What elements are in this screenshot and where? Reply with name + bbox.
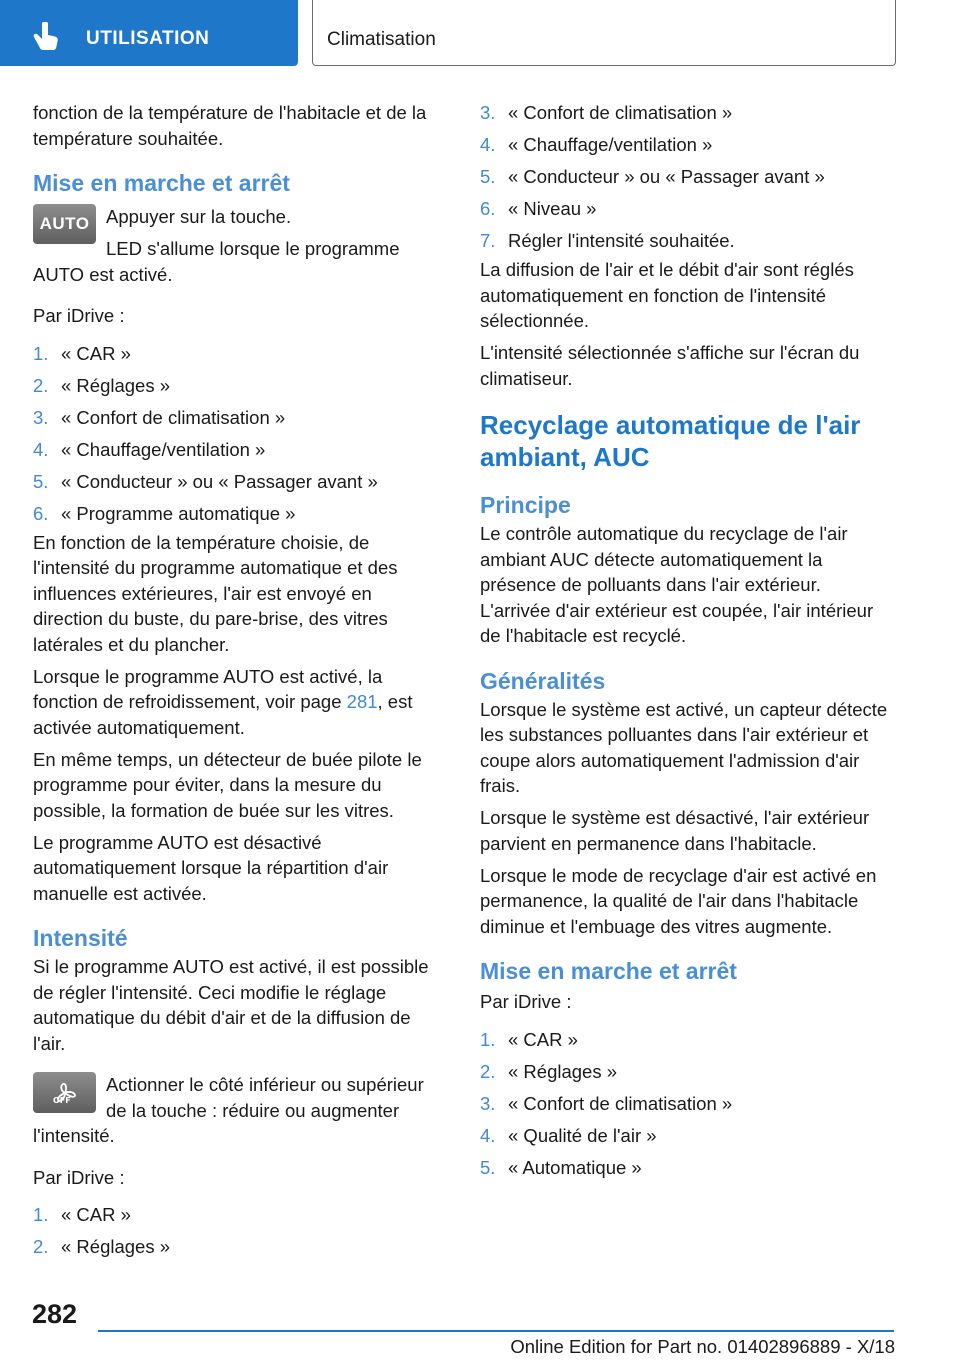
list-item: 6. « Niveau » (480, 198, 597, 219)
right-column (480, 100, 892, 1187)
fan-icon (52, 1082, 78, 1104)
fan-key-block (33, 1072, 445, 1149)
list-item: 4. « Chauffage/ventilation » (480, 134, 713, 155)
heading-general: Généralités (480, 667, 606, 694)
list-item: 7. Régler l'intensité souhaitée. (480, 230, 735, 251)
list-item: 2. « Réglages » (33, 374, 171, 396)
paragraph-auto-diffusion: La diffusion de l'air et le débit d'air sont réglés automatiquement en fonction de l'intensité sélectionnée. (480, 259, 854, 331)
list-item: 3. « Confort de climatisation » (480, 1092, 733, 1114)
list-item: 4. « Chauffage/ventilation » (33, 438, 266, 460)
left-column (33, 100, 445, 1266)
heading-intensity: Intensité (33, 925, 128, 951)
fan-off-label: OFF (52, 1095, 71, 1104)
auto-button-label: AUTO (39, 214, 90, 234)
chapter-box (312, 0, 896, 66)
page-header (0, 0, 960, 68)
fan-button-icon (33, 1072, 96, 1113)
section-tab-label: UTILISATION (86, 28, 210, 49)
list-item: 5. « Conducteur » ou « Passager avant » (480, 166, 825, 187)
list-item: 4. « Qualité de l'air » (480, 1124, 657, 1146)
steps-list-1 (33, 341, 445, 530)
hand-pointer-icon (30, 22, 64, 52)
heading-auc: Recyclage automatique de l'air ambiant, AUC (480, 410, 861, 472)
paragraph-display: L'intensité sélectionnée s'affiche sur l'écran du climatiseur. (480, 342, 860, 389)
list-item: 3. « Confort de climatisation » (480, 102, 733, 123)
footer-edition: Online Edition for Part no. 01402896889 - X/18 (510, 1336, 895, 1357)
list-item: 1. « CAR » (480, 1028, 578, 1050)
list-item: 5. « Automatique » (480, 1156, 642, 1178)
par-idrive-label: Par iDrive : (33, 305, 125, 326)
led-text: LED s'allume lorsque le programme AUTO est activé. (33, 238, 400, 285)
list-item: 1. « CAR » (33, 342, 131, 364)
paragraph-recirculation: Lorsque le mode de recyclage d'air est activé en permanence, la qualité de l'air dans l'habitacle diminue et l'embuage des vitres augmente. (480, 864, 877, 937)
heading-onoff: Mise en marche et arrêt (33, 170, 290, 196)
par-idrive-label-2: Par iDrive : (33, 1166, 125, 1188)
press-key-text: Appuyer sur la touche. (106, 206, 292, 227)
page-number: 282 (32, 1299, 78, 1329)
list-item: 1. « CAR » (33, 1204, 131, 1225)
paragraph-deactivated: Lorsque le système est désactivé, l'air extérieur parvient en permanence dans l'habitacle. (480, 807, 870, 854)
paragraph-cooling: Lorsque le programme AUTO est activé, la fonction de refroidissement, voir page 281, est activée automatiquement. (33, 665, 413, 738)
paragraph-air-direction: En fonction de la température choisie, de l'intensité du programme automatique et des influences extérieures, l'air est envoyé en direction du buste, du pare-brise, des vitres latérales et du plancher. (33, 531, 398, 655)
list-item: 2. « Réglages » (480, 1060, 618, 1082)
page-link[interactable]: 281 (346, 691, 378, 712)
section-tab[interactable] (0, 0, 298, 66)
fan-key-text: Actionner le côté inférieur ou supérieur de la touche : réduire ou augmenter l'intensité. (33, 1074, 424, 1146)
steps-list-2 (33, 1202, 445, 1266)
auto-key-block (33, 204, 445, 287)
heading-onoff-2: Mise en marche et arrêt (480, 958, 737, 984)
heading-principle: Principe (480, 492, 571, 518)
list-item: 5. « Conducteur » ou « Passager avant » (33, 470, 378, 492)
list-item: 3. « Confort de climatisation » (33, 406, 286, 428)
footer-divider (98, 1330, 894, 1332)
paragraph-intensity: Si le programme AUTO est activé, il est possible de régler l'intensité. Ceci modifie le réglage automatique du débit d'air et de la diffusion de l'air. (33, 956, 429, 1054)
auto-button-icon (33, 204, 96, 244)
paragraph-auto-off: Le programme AUTO est désactivé automatiquement lorsque la répartition d'air manuelle est activée. (33, 831, 389, 904)
steps-list-3 (480, 100, 892, 257)
intro-paragraph: fonction de la température de l'habitacle et de la température souhaitée. (33, 102, 427, 149)
paragraph-sensor: Lorsque le système est activé, un capteur détecte les substances polluantes dans l'air extérieur et coupe alors automatiquement l'admission d'air frais. (480, 698, 888, 796)
list-item: 6. « Programme automatique » (33, 502, 296, 524)
paragraph-principle: Le contrôle automatique du recyclage de l'air ambiant AUC détecte automatiquement la présence de polluants dans l'air extérieur. L'arrivée d'air extérieur est coupée, l'air intérieur de l'habitacle est recyclé. (480, 523, 874, 646)
par-idrive-label-3: Par iDrive : (480, 991, 572, 1012)
paragraph-fog-sensor: En même temps, un détecteur de buée pilote le programme pour éviter, dans la mesure du possible, la formation de buée sur les vitres. (33, 748, 422, 821)
steps-list-4 (480, 1027, 892, 1187)
list-item: 2. « Réglages » (33, 1236, 171, 1257)
chapter-title: Climatisation (327, 29, 436, 50)
